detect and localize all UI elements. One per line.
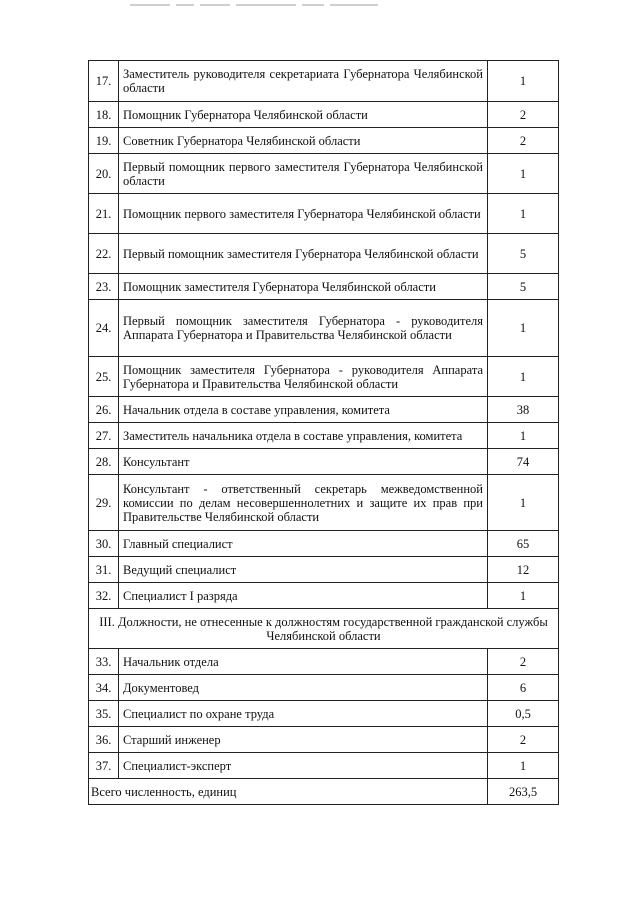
position-count: 65 xyxy=(488,531,559,557)
position-title: Первый помощник первого заместителя Губернатора Челябинской области xyxy=(119,154,488,194)
table-row xyxy=(89,300,559,357)
position-count: 5 xyxy=(488,234,559,274)
position-count: 0,5 xyxy=(488,701,559,727)
row-number: 37. xyxy=(89,753,119,779)
position-title: Первый помощник заместителя Губернатора Челябинской области xyxy=(119,234,488,274)
position-count: 2 xyxy=(488,727,559,753)
position-title: Начальник отдела в составе управления, комитета xyxy=(119,397,488,423)
total-row xyxy=(89,779,559,805)
table-row xyxy=(89,727,559,753)
table-row xyxy=(89,274,559,300)
position-count: 6 xyxy=(488,675,559,701)
row-number: 22. xyxy=(89,234,119,274)
position-count: 1 xyxy=(488,154,559,194)
total-value: 263,5 xyxy=(488,779,559,805)
table-row xyxy=(89,357,559,397)
table-row xyxy=(89,423,559,449)
position-count: 1 xyxy=(488,753,559,779)
table-row xyxy=(89,531,559,557)
row-number: 19. xyxy=(89,128,119,154)
row-number: 20. xyxy=(89,154,119,194)
table-row xyxy=(89,154,559,194)
table-row xyxy=(89,102,559,128)
position-title: Консультант xyxy=(119,449,488,475)
row-number: 34. xyxy=(89,675,119,701)
position-title: Старший инженер xyxy=(119,727,488,753)
table-row xyxy=(89,475,559,531)
position-count: 1 xyxy=(488,61,559,102)
position-title: Заместитель руководителя секретариата Губернатора Челябинской области xyxy=(119,61,488,102)
position-count: 1 xyxy=(488,583,559,609)
position-count: 2 xyxy=(488,649,559,675)
row-number: 18. xyxy=(89,102,119,128)
position-title: Помощник заместителя Губернатора - руководителя Аппарата Губернатора и Правительства Челябинской области xyxy=(119,357,488,397)
position-count: 2 xyxy=(488,128,559,154)
position-title: Ведущий специалист xyxy=(119,557,488,583)
row-number: 31. xyxy=(89,557,119,583)
row-number: 28. xyxy=(89,449,119,475)
position-title: Помощник заместителя Губернатора Челябинской области xyxy=(119,274,488,300)
position-count: 12 xyxy=(488,557,559,583)
position-count: 1 xyxy=(488,423,559,449)
position-count: 2 xyxy=(488,102,559,128)
position-title: Заместитель начальника отдела в составе управления, комитета xyxy=(119,423,488,449)
table-row xyxy=(89,128,559,154)
position-title: Документовед xyxy=(119,675,488,701)
position-title: Специалист по охране труда xyxy=(119,701,488,727)
position-title: Помощник первого заместителя Губернатора Челябинской области xyxy=(119,194,488,234)
row-number: 30. xyxy=(89,531,119,557)
position-count: 74 xyxy=(488,449,559,475)
row-number: 17. xyxy=(89,61,119,102)
row-number: 32. xyxy=(89,583,119,609)
position-title: Консультант - ответственный секретарь межведомственной комиссии по делам несовершеннолетних и защите их прав при Правительстве Челябинской области xyxy=(119,475,488,531)
staffing-table xyxy=(88,60,559,805)
row-number: 25. xyxy=(89,357,119,397)
table-row xyxy=(89,449,559,475)
row-number: 21. xyxy=(89,194,119,234)
table-row xyxy=(89,649,559,675)
table-row xyxy=(89,675,559,701)
section-heading-row xyxy=(89,609,559,649)
position-count: 1 xyxy=(488,300,559,357)
row-number: 24. xyxy=(89,300,119,357)
position-count: 5 xyxy=(488,274,559,300)
row-number: 35. xyxy=(89,701,119,727)
position-title: Первый помощник заместителя Губернатора - руководителя Аппарата Губернатора и Правительства Челябинской области xyxy=(119,300,488,357)
table-row xyxy=(89,701,559,727)
position-count: 38 xyxy=(488,397,559,423)
section-heading: III. Должности, не отнесенные к должностям государственной гражданской службы Челябинской области xyxy=(89,609,559,649)
position-title: Помощник Губернатора Челябинской области xyxy=(119,102,488,128)
table-row xyxy=(89,397,559,423)
row-number: 26. xyxy=(89,397,119,423)
scan-artifact xyxy=(130,4,460,7)
table-row xyxy=(89,61,559,102)
table-row xyxy=(89,557,559,583)
position-title: Специалист-эксперт xyxy=(119,753,488,779)
position-count: 1 xyxy=(488,475,559,531)
position-count: 1 xyxy=(488,194,559,234)
table-row xyxy=(89,583,559,609)
row-number: 23. xyxy=(89,274,119,300)
table-row xyxy=(89,194,559,234)
row-number: 29. xyxy=(89,475,119,531)
table-row xyxy=(89,234,559,274)
position-title: Советник Губернатора Челябинской области xyxy=(119,128,488,154)
position-title: Начальник отдела xyxy=(119,649,488,675)
total-label: Всего численность, единиц xyxy=(89,779,488,805)
position-title: Специалист I разряда xyxy=(119,583,488,609)
row-number: 33. xyxy=(89,649,119,675)
row-number: 36. xyxy=(89,727,119,753)
table-row xyxy=(89,753,559,779)
row-number: 27. xyxy=(89,423,119,449)
position-title: Главный специалист xyxy=(119,531,488,557)
position-count: 1 xyxy=(488,357,559,397)
